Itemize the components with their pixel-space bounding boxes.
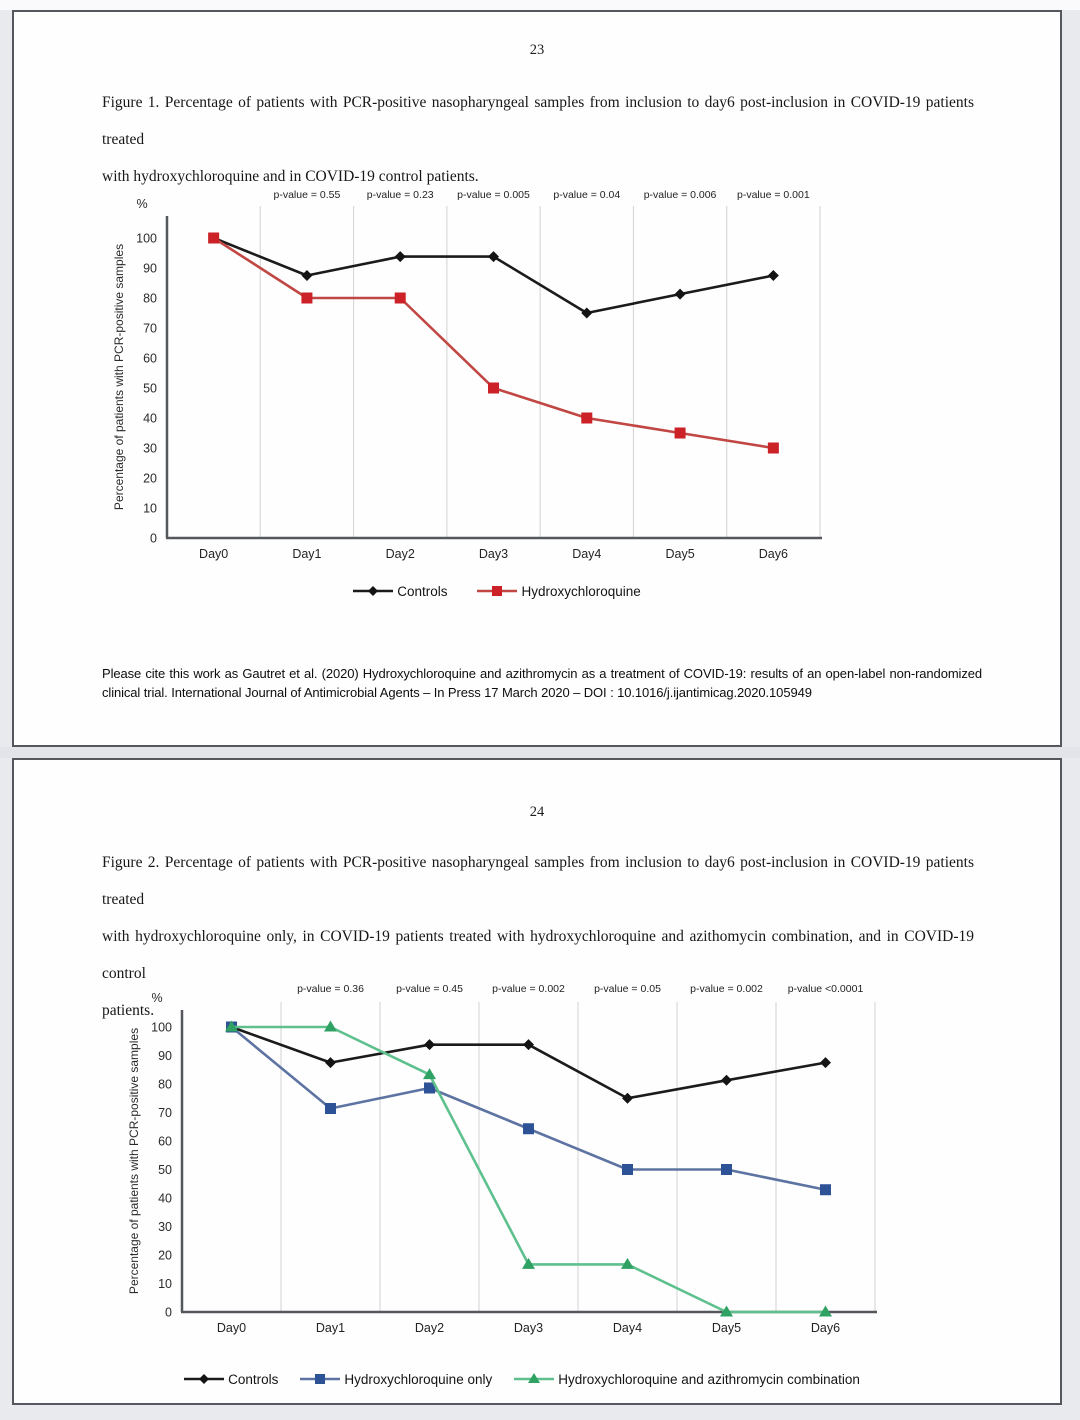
diamond-marker-controls: [721, 1075, 732, 1086]
square-legend-marker: [492, 586, 502, 596]
x-category-label: Day3: [513, 1321, 544, 1335]
y-tick-label: 40: [143, 411, 157, 426]
legend-item-hydroxychloroquine: [477, 583, 640, 599]
x-category-label: Day0: [216, 1321, 247, 1335]
square-marker-hydroxychloroquine-only: [820, 1184, 831, 1195]
diamond-marker-controls: [395, 251, 406, 262]
x-category-label: Day0: [199, 547, 229, 561]
square-marker-hydroxychloroquine: [395, 293, 406, 304]
text-line: clinical trial. International Journal of Antimicrobial Agents – In Press 17 March 2020 – DOI : 10.1016/j.ijantimicag.2020.105949: [102, 685, 812, 700]
p-value-label: p-value = 0.23: [366, 189, 434, 201]
diamond-marker-controls: [325, 1057, 336, 1068]
viewer-top-strip: [0, 0, 1080, 10]
citation-text: [102, 664, 982, 702]
y-tick-label: 50: [158, 1163, 172, 1177]
square-marker-hydroxychloroquine: [301, 293, 312, 304]
series-line-controls: [232, 1027, 826, 1098]
x-category-label: Day4: [572, 547, 602, 561]
text-line: Figure 2. Percentage of patients with PCR-positive nasopharyngeal samples from inclusion to day6 post-inclusion in COVID-19 patients treated: [102, 854, 974, 908]
page-separator: [0, 747, 1080, 758]
square-marker-hydroxychloroquine-only: [721, 1164, 732, 1175]
p-value-label: p-value = 0.001: [737, 189, 810, 201]
page-number: 24: [529, 804, 545, 820]
y-tick-label: 30: [158, 1220, 172, 1234]
x-category-label: Day6: [810, 1321, 841, 1335]
diamond-legend-key-icon: [184, 1371, 224, 1387]
y-tick-label: 0: [150, 531, 157, 546]
p-value-label: p-value = 0.05: [594, 983, 661, 995]
square-marker-hydroxychloroquine-only: [622, 1164, 633, 1175]
y-tick-label: 20: [158, 1248, 172, 1263]
y-tick-label: 90: [158, 1049, 172, 1063]
diamond-marker-controls: [768, 270, 779, 281]
text-line: Please cite this work as Gautret et al. (2020) Hydroxychloroquine and azithromycin as a treatment of COVID-19: results of an open-label non-randomized: [102, 666, 982, 681]
square-marker-hydroxychloroquine: [768, 443, 779, 454]
legend-item-controls: [184, 1371, 278, 1387]
y-tick-label: 90: [143, 261, 157, 276]
legend-label: Hydroxychloroquine and azithromycin combination: [558, 1371, 860, 1387]
text-line: Figure 1. Percentage of patients with PCR-positive nasopharyngeal samples from inclusion to day6 post-inclusion in COVID-19 patients treated: [102, 94, 974, 148]
series-line-hydroxychloroquine: [214, 238, 774, 448]
square-marker-hydroxychloroquine-only: [325, 1103, 336, 1114]
diamond-marker-controls: [622, 1093, 633, 1104]
y-tick-label: 70: [143, 321, 157, 336]
y-axis-title: Percentage of patients with PCR-positive samples: [112, 243, 126, 511]
figure2-legend: [92, 1366, 952, 1392]
p-value-label: p-value = 0.002: [492, 983, 565, 995]
legend-label: Controls: [228, 1371, 279, 1387]
legend-item-hydroxychloroquine-and-azithromycin-combination: [514, 1371, 860, 1387]
y-tick-label: 80: [143, 291, 157, 306]
y-tick-label: 0: [165, 1305, 172, 1320]
square-marker-hydroxychloroquine: [208, 233, 219, 244]
p-value-label: p-value <0.0001: [787, 983, 864, 995]
y-tick-label: 30: [143, 441, 157, 456]
square-legend-key-icon: [300, 1371, 340, 1387]
figure2-chart: [112, 980, 922, 1365]
diamond-marker-controls: [424, 1039, 435, 1050]
x-category-label: Day1: [315, 1321, 346, 1335]
y-tick-label: 100: [136, 231, 157, 246]
p-value-label: p-value = 0.36: [297, 983, 364, 995]
y-tick-label: 80: [158, 1077, 172, 1092]
text-line: with hydroxychloroquine only, in COVID-19 patients treated with hydroxychloroquine and azithomycin combination, and in COVID-19 control: [102, 928, 974, 982]
legend-label: Hydroxychloroquine only: [344, 1371, 493, 1387]
diamond-legend-marker: [199, 1374, 209, 1384]
diamond-marker-controls: [820, 1057, 831, 1068]
legend-label: Controls: [397, 583, 448, 599]
text-line: with hydroxychloroquine and in COVID-19 control patients.: [102, 168, 479, 185]
square-marker-hydroxychloroquine: [581, 413, 592, 424]
p-value-label: p-value = 0.002: [690, 983, 763, 995]
y-tick-label: 20: [143, 471, 157, 486]
x-category-label: Day4: [612, 1321, 643, 1335]
y-tick-label: 10: [158, 1277, 172, 1291]
y-tick-label: 70: [158, 1106, 172, 1120]
figure1-caption: [102, 84, 974, 195]
series-line-hydroxychloroquine-only: [232, 1027, 826, 1190]
p-value-label: p-value = 0.55: [273, 189, 341, 201]
text-line: patients.: [102, 1002, 155, 1019]
triangle-legend-key-icon: [514, 1371, 554, 1387]
y-unit-label: %: [136, 197, 148, 211]
square-marker-hydroxychloroquine: [488, 383, 499, 394]
square-marker-hydroxychloroquine-only: [523, 1123, 534, 1134]
diamond-marker-controls: [675, 289, 686, 300]
diamond-legend-marker: [368, 586, 378, 596]
y-tick-label: 60: [143, 351, 157, 366]
figure1-legend: [97, 578, 897, 604]
diamond-legend-key-icon: [353, 583, 393, 599]
square-legend-marker: [315, 1374, 325, 1384]
square-legend-key-icon: [477, 583, 517, 599]
y-axis-title: Percentage of patients with PCR-positive samples: [127, 1027, 141, 1295]
x-category-label: Day1: [292, 547, 322, 561]
paper-page-23: [12, 10, 1062, 747]
page-number: 23: [529, 42, 545, 58]
y-tick-label: 100: [151, 1020, 172, 1035]
series-line-hydroxychloroquine-and-azithromycin-combination: [232, 1027, 826, 1312]
y-tick-label: 10: [143, 501, 157, 516]
x-category-label: Day2: [385, 547, 415, 561]
y-tick-label: 50: [143, 381, 157, 396]
x-category-label: Day2: [414, 1321, 445, 1335]
y-unit-label: %: [151, 991, 163, 1005]
diamond-marker-controls: [301, 270, 312, 281]
diamond-marker-controls: [523, 1039, 534, 1050]
x-category-label: Day6: [758, 547, 788, 561]
p-value-label: p-value = 0.005: [457, 189, 530, 201]
legend-item-hydroxychloroquine-only: [300, 1371, 492, 1387]
paper-page-24: [12, 758, 1062, 1405]
diamond-marker-controls: [488, 251, 499, 262]
y-tick-label: 40: [158, 1191, 172, 1206]
legend-item-controls: [353, 583, 447, 599]
legend-label: Hydroxychloroquine: [521, 583, 641, 599]
figure1-chart: [97, 184, 897, 569]
p-value-label: p-value = 0.006: [643, 189, 717, 201]
x-category-label: Day5: [711, 1321, 742, 1335]
diamond-marker-controls: [581, 308, 592, 319]
series-line-controls: [214, 238, 774, 313]
x-category-label: Day3: [478, 547, 509, 561]
y-tick-label: 60: [158, 1134, 172, 1149]
x-category-label: Day5: [665, 547, 695, 561]
square-marker-hydroxychloroquine: [675, 428, 686, 439]
p-value-label: p-value = 0.04: [553, 189, 621, 201]
p-value-label: p-value = 0.45: [396, 983, 463, 995]
